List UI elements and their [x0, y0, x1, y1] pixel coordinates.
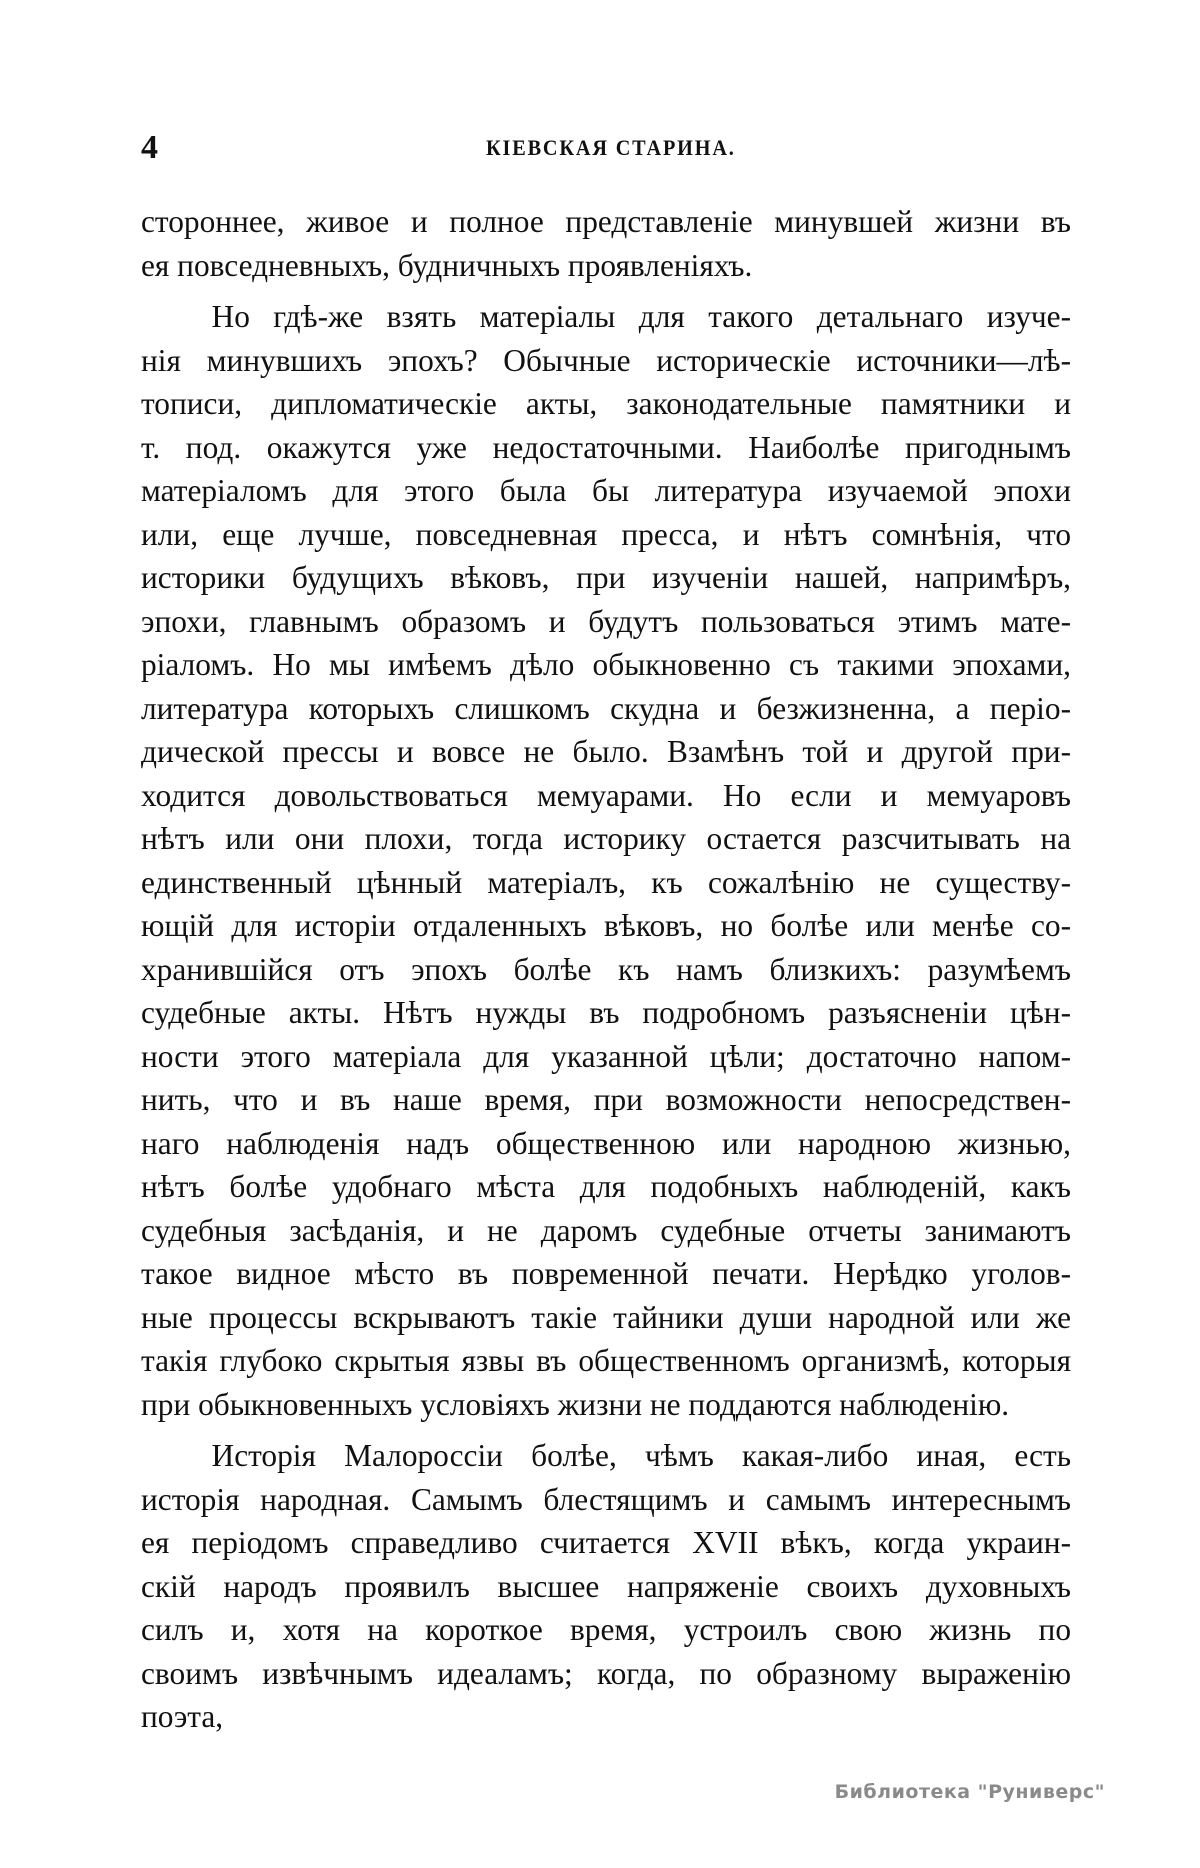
text-line: скій народъ проявилъ высшее напряженіе своихъ духовныхъ	[141, 1567, 1072, 1604]
text-line: судебныя засѣданія, и не даромъ судебные отчеты занимаютъ	[141, 1211, 1072, 1248]
text-body	[141, 200, 1071, 1739]
text-line: ходится довольствоваться мемуарами. Но если и мемуаровъ	[141, 776, 1072, 813]
text-line: силъ и, хотя на короткое время, устроилъ свою жизнь по	[141, 1611, 1072, 1647]
library-watermark: Библиотека "Руниверс"	[834, 1781, 1105, 1803]
page-header	[141, 128, 1071, 168]
text-line: при обыкновенныхъ условіяхъ жизни не поддаются наблюденію.	[141, 1385, 1010, 1422]
text-line: нѣтъ или они плохи, тогда историку остается разсчитывать на	[141, 820, 1072, 856]
text-line: ности этого матеріала для указанной цѣли; достаточно напом-	[141, 1037, 1072, 1074]
text-line: хранившійся отъ эпохъ болѣе къ намъ близкихъ: разумѣемъ	[141, 950, 1072, 987]
text-line: литература которыхъ слишкомъ скудна и безжизненна, а періо-	[141, 689, 1072, 726]
paragraph	[141, 295, 1071, 1426]
text-line: такія глубоко скрытыя язвы въ общественномъ организмѣ, которыя	[141, 1342, 1072, 1378]
text-line: историки будущихъ вѣковъ, при изученіи нашей, напримѣръ,	[141, 559, 1072, 595]
running-title: КІЕВСКАЯ СТАРИНА.	[486, 135, 736, 160]
text-line: ея повседневныхъ, будничныхъ проявленіяхъ.	[141, 246, 753, 283]
text-line: ные процессы вскрываютъ такіе тайники души народной или же	[141, 1298, 1072, 1335]
text-line: нѣтъ болѣе удобнаго мѣста для подобныхъ наблюденій, какъ	[141, 1168, 1072, 1204]
text-line: тописи, дипломатическіе акты, законодательные памятники и	[141, 385, 1072, 421]
text-line: нія минувшихъ эпохъ? Обычные историческіе источники—лѣ-	[141, 341, 1072, 378]
text-line: ея періодомъ справедливо считается XVII вѣкъ, когда украин-	[141, 1524, 1072, 1560]
text-line: эпохи, главнымъ образомъ и будутъ пользоваться этимъ мате-	[141, 602, 1072, 639]
paragraph	[141, 200, 1071, 287]
text-line: единственный цѣнный матеріалъ, къ сожалѣнію не существу-	[141, 863, 1072, 900]
text-line: судебные акты. Нѣтъ нужды въ подробномъ разъясненіи цѣн-	[141, 994, 1072, 1030]
paragraph-gap	[141, 287, 1071, 295]
text-line: ріаломъ. Но мы имѣемъ дѣло обыкновенно съ такими эпохами,	[141, 646, 1072, 682]
text-line: исторія народная. Самымъ блестящимъ и самымъ интереснымъ	[141, 1480, 1072, 1517]
text-line: т. под. окажутся уже недостаточными. Наиболѣе пригоднымъ	[141, 428, 1072, 465]
page-number: 4	[141, 129, 158, 166]
text-line: такое видное мѣсто въ повременной печати. Нерѣдко уголов-	[141, 1255, 1072, 1291]
paragraph-gap	[141, 1426, 1071, 1434]
text-line: дической прессы и вовсе не было. Взамѣнъ той и другой при-	[141, 733, 1072, 769]
text-line: поэта,	[141, 1698, 224, 1734]
paragraph	[141, 1434, 1071, 1739]
text-line: нить, что и въ наше время, при возможности непосредствен-	[141, 1081, 1072, 1117]
text-line: Но гдѣ-же взять матеріалы для такого детальнаго изуче-	[211, 298, 1072, 334]
text-line: своимъ извѣчнымъ идеаламъ; когда, по образному выраженію	[141, 1654, 1072, 1691]
text-line: матеріаломъ для этого была бы литература изучаемой эпохи	[141, 472, 1072, 508]
text-line: Исторія Малороссіи болѣе, чѣмъ какая-либо иная, есть	[211, 1437, 1072, 1473]
text-line: или, еще лучше, повседневная пресса, и нѣтъ сомнѣнія, что	[141, 515, 1072, 552]
text-line: ющій для исторіи отдаленныхъ вѣковъ, но болѣе или менѣе со-	[141, 907, 1072, 943]
text-line: стороннее, живое и полное представленіе минувшей жизни въ	[141, 203, 1072, 239]
text-line: наго наблюденія надъ общественною или народною жизнью,	[141, 1124, 1072, 1161]
